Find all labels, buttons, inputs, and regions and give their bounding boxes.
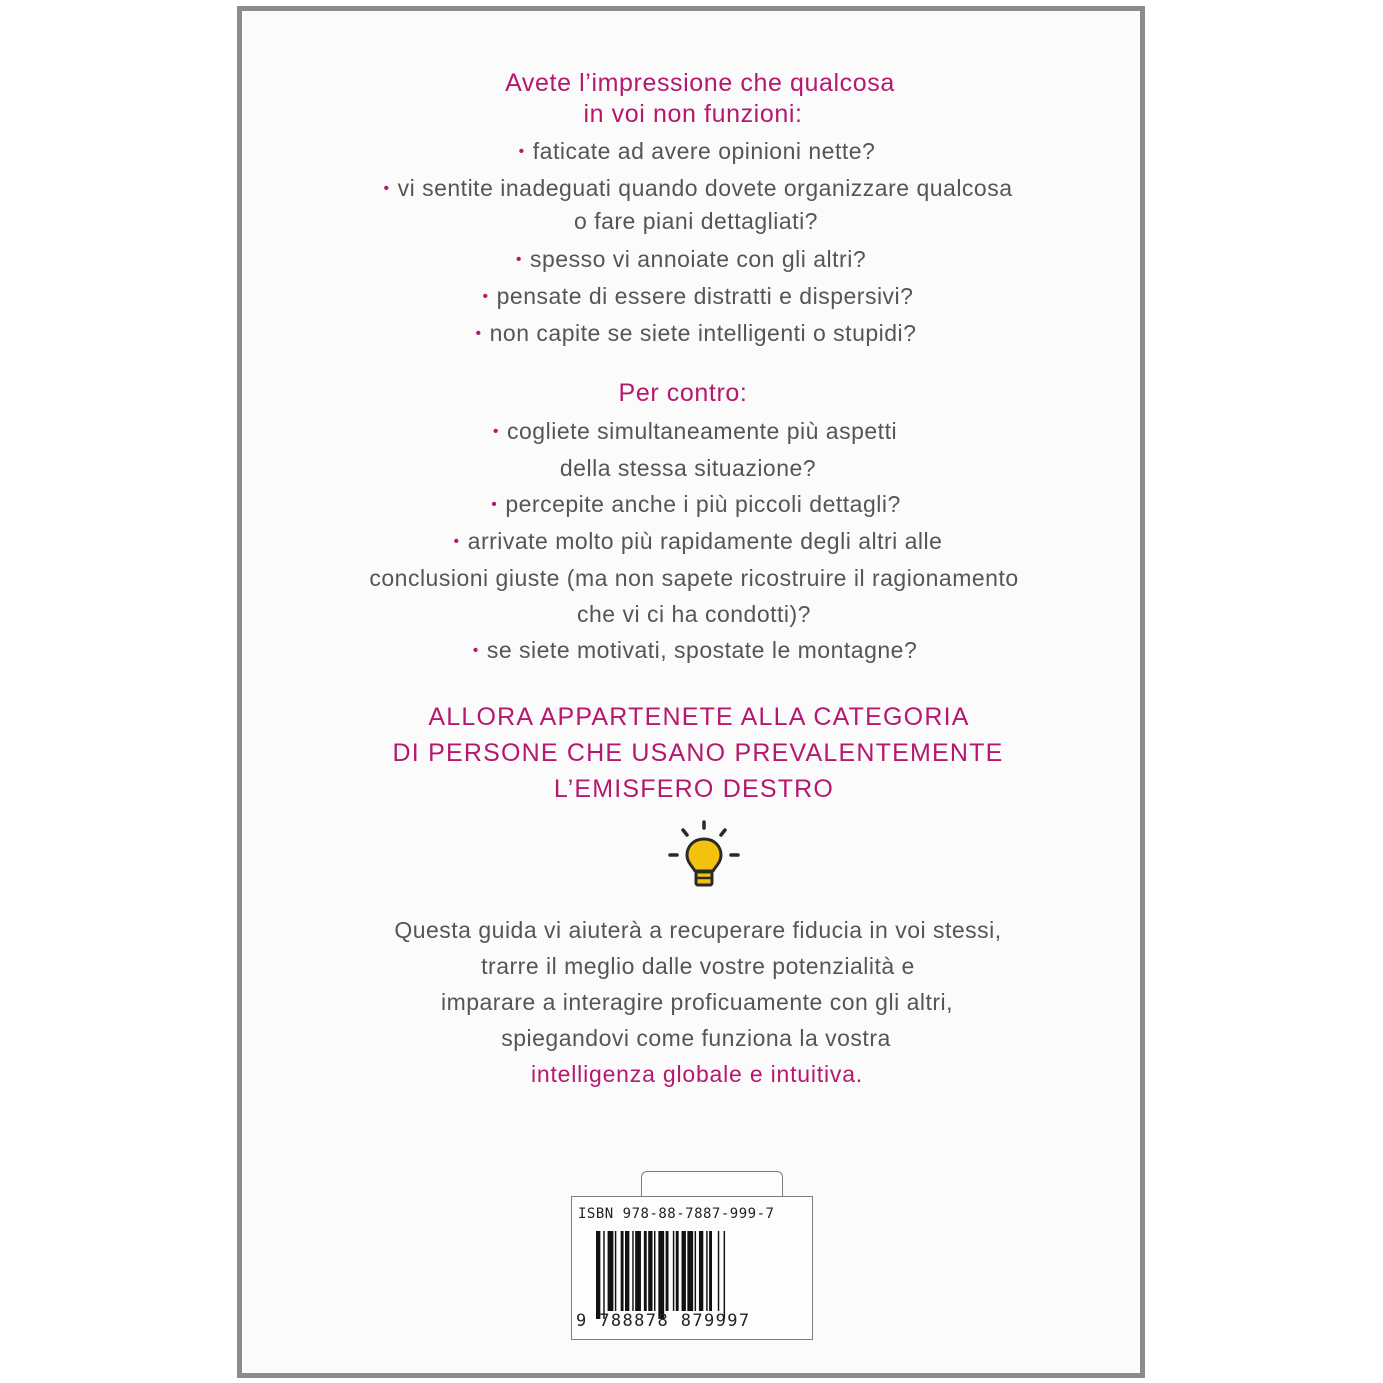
bullet-icon: • (492, 423, 500, 440)
description-line-final (242, 1056, 1140, 1092)
list-item-continuation: che vi ci ha condotti)? (577, 601, 811, 627)
contrast-heading: Per contro: (618, 379, 748, 407)
list-item: • spesso vi annoiate con gli altri? (242, 241, 1140, 278)
barcode-bars (596, 1231, 796, 1321)
final-period: . (855, 1061, 863, 1087)
conclusion-line: ALLORA APPARTENETE ALLA CATEGORIA (428, 703, 970, 731)
intro-heading-line: in voi non funzioni: (583, 100, 803, 128)
list-item: • faticate ad avere opinioni nette? (242, 133, 1140, 170)
isbn-label: ISBN 978-88-7887-999-7 (578, 1206, 775, 1222)
intro-heading (242, 68, 1140, 130)
barcode-digits: 9 788878 879997 (576, 1311, 751, 1331)
description-line: imparare a interagire proficuamente con gli altri, (440, 989, 954, 1015)
list-item: • percepite anche i più piccoli dettagli? (242, 486, 1140, 523)
conclusion (242, 699, 1140, 807)
description-line: Questa guida vi aiuterà a recuperare fiducia in voi stessi, (394, 917, 1002, 943)
conclusion-line: L’EMISFERO DESTRO (553, 775, 835, 803)
description-line: spiegandovi come funziona la vostra (501, 1025, 891, 1051)
bullet-icon: • (472, 642, 479, 659)
description (242, 912, 1140, 1092)
barcode-tab (641, 1171, 783, 1199)
bullet-icon: • (518, 143, 525, 160)
conclusion-line: DI PERSONE CHE USANO PREVALENTEMENTE (392, 739, 1004, 767)
description-line: trarre il meglio dalle vostre potenzialità e (481, 953, 915, 979)
bullet-icon: • (482, 288, 489, 305)
bullet-icon: • (475, 325, 482, 342)
list-item-continuation: o fare piani dettagliati? (574, 208, 818, 234)
list-item: • non capite se siete intelligenti o stupidi? (242, 315, 1140, 352)
book-back-cover (237, 6, 1145, 1378)
bullet-icon: • (383, 180, 390, 197)
list-item-continuation: della stessa situazione? (559, 455, 817, 481)
intro-heading-line: Avete l’impressione che qualcosa (505, 69, 895, 97)
highlight-text: intelligenza globale e intuitiva (530, 1061, 856, 1087)
list-item: • cogliete simultaneamente più aspetti (242, 413, 1140, 450)
list-item: • arrivate molto più rapidamente degli altri alle (242, 523, 1140, 560)
list-item-continuation: conclusioni giuste (ma non sapete ricostruire il ragionamento (369, 565, 1019, 591)
bullet-icon: • (515, 251, 522, 268)
list-item: • se siete motivati, spostate le montagne? (242, 632, 1140, 669)
lightbulb-icon (665, 819, 745, 899)
contrast-list (242, 413, 1140, 669)
bullet-icon: • (491, 496, 498, 513)
barcode (571, 1196, 813, 1340)
list-item: • vi sentite inadeguati quando dovete organizzare qualcosa (242, 170, 1140, 207)
list-item: • pensate di essere distratti e dispersivi? (242, 278, 1140, 315)
bullet-icon: • (453, 533, 460, 550)
intro-list (242, 133, 1140, 352)
